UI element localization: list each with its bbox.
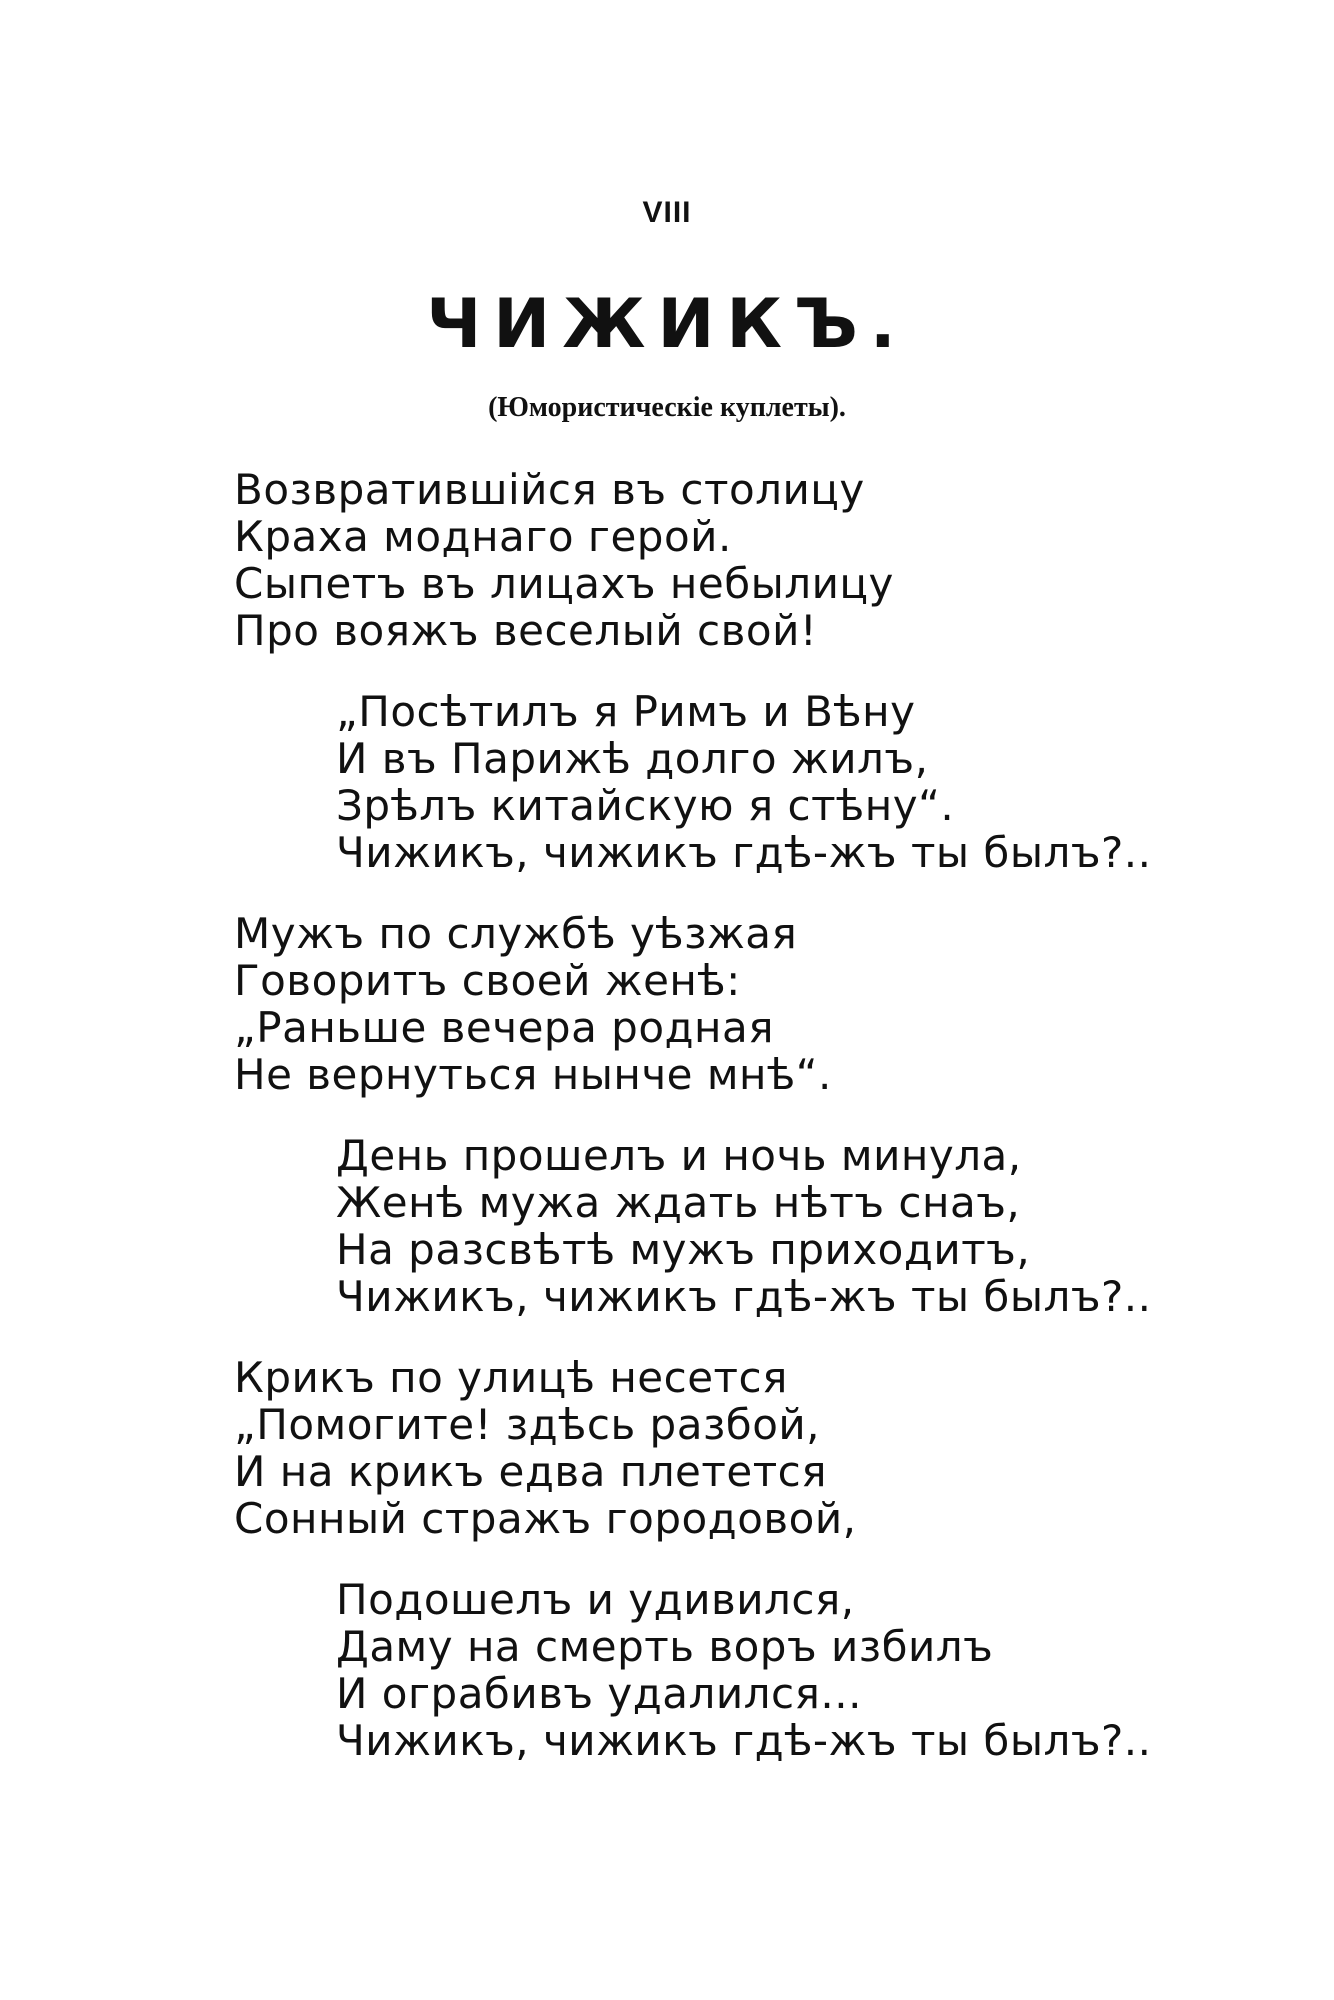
verse-line: „Раньше вечера родная xyxy=(234,1003,775,1052)
page-number: VIII xyxy=(642,196,692,229)
verse-line: Чижикъ, чижикъ гдѣ-жъ ты былъ?.. xyxy=(336,828,1152,877)
stanza-5 xyxy=(234,1354,1234,1542)
verse-line: Мужъ по службѣ уѣзжая xyxy=(234,909,798,958)
stanza-3 xyxy=(234,910,1234,1098)
verse-line: Крикъ по улицѣ несется xyxy=(234,1353,788,1402)
stanza-1 xyxy=(234,466,1234,654)
verse-line: Чижикъ, чижикъ гдѣ-жъ ты былъ?.. xyxy=(336,1272,1152,1321)
stanza-4 xyxy=(336,1132,1234,1320)
verse-line: Сыпетъ въ лицахъ небылицу xyxy=(234,559,894,608)
poem-body xyxy=(234,466,1234,1764)
verse-line: Возвратившійся въ столицу xyxy=(234,465,865,514)
poem-title: ЧИЖИКЪ. xyxy=(426,285,908,364)
verse-line: Женѣ мужа ждать нѣтъ снаъ, xyxy=(336,1178,1021,1227)
verse-line: Подошелъ и удивился, xyxy=(336,1575,855,1624)
verse-line: День прошелъ и ночь минула, xyxy=(336,1131,1022,1180)
verse-line: Сонный стражъ городовой, xyxy=(234,1494,857,1543)
verse-line: Про вояжъ веселый свой! xyxy=(234,606,818,655)
verse-line: Даму на смерть воръ избилъ xyxy=(336,1622,994,1671)
verse-line: Краха моднаго герой. xyxy=(234,512,732,561)
poem-subtitle: (Юмористическіе куплеты). xyxy=(488,392,846,423)
verse-line: И въ Парижѣ долго жилъ, xyxy=(336,734,929,783)
verse-line: На разсвѣтѣ мужъ приходитъ, xyxy=(336,1225,1031,1274)
verse-line: Чижикъ, чижикъ гдѣ-жъ ты былъ?.. xyxy=(336,1716,1152,1765)
verse-line: „Помогите! здѣсь разбой, xyxy=(234,1400,821,1449)
verse-line: И ограбивъ удалился... xyxy=(336,1669,862,1718)
verse-line: Зрѣлъ китайскую я стѣну“. xyxy=(336,781,955,830)
verse-line: „Посѣтилъ я Римъ и Вѣну xyxy=(336,687,916,736)
verse-line: Говоритъ своей женѣ: xyxy=(234,956,741,1005)
verse-line: Не вернуться нынче мнѣ“. xyxy=(234,1050,832,1099)
verse-line: И на крикъ едва плетется xyxy=(234,1447,828,1496)
stanza-2 xyxy=(336,688,1234,876)
stanza-6 xyxy=(336,1576,1234,1764)
